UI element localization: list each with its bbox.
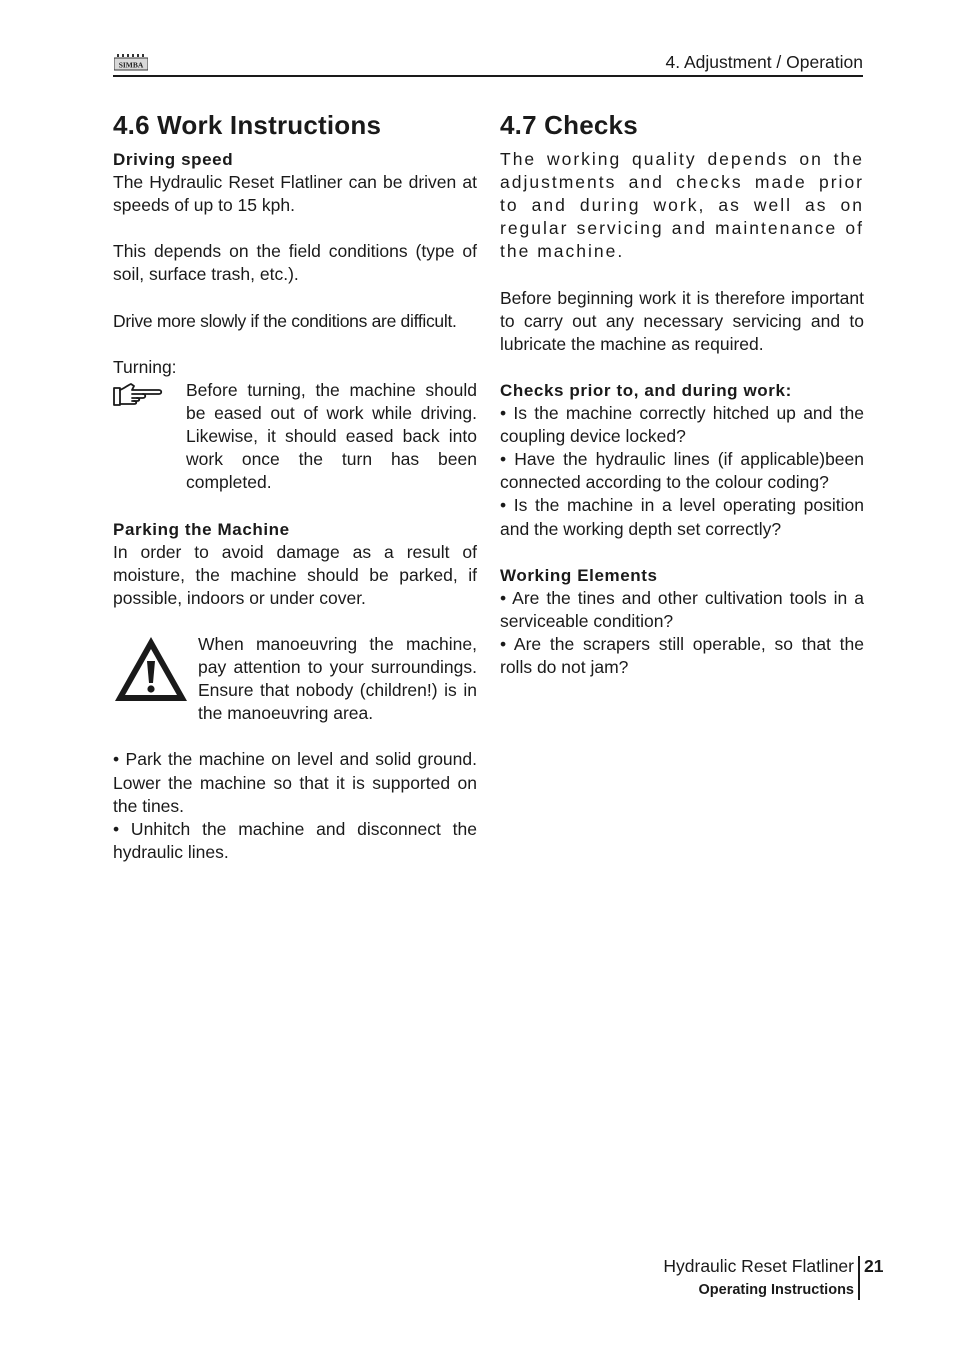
footer-title: Hydraulic Reset Flatliner <box>663 1256 854 1276</box>
warning-icon <box>113 633 198 709</box>
subheading-driving-speed: Driving speed <box>113 150 234 169</box>
paragraph: The Hydraulic Reset Flatliner can be driven at speeds of up to 15 kph. <box>113 172 477 216</box>
page-number: 21 <box>864 1256 884 1276</box>
bullet-item: • Unhitch the machine and disconnect the hydraulic lines. <box>113 818 477 862</box>
subheading-parking: Parking the Machine <box>113 519 290 539</box>
bullet-item: • Is the machine in a level operating position and the working depth set correctly? <box>500 495 864 539</box>
warning-note <box>113 633 477 725</box>
simba-logo <box>114 54 148 72</box>
subheading-checks: Checks prior to, and during work: <box>500 380 792 400</box>
header-divider <box>113 75 863 77</box>
right-column <box>500 108 864 679</box>
subheading-working-elements: Working Elements <box>500 565 658 585</box>
footer-subtitle: Operating Instructions <box>698 1282 854 1298</box>
header-section-title: 4. Adjustment / Operation <box>665 52 863 72</box>
warning-note-text: When manoeuvring the machine, pay attention to your surroundings. Ensure that nobody (children!) is in the manoeuvring area. <box>198 633 477 724</box>
turning-label: Turning: <box>113 356 177 377</box>
bullet-item: • Have the hydraulic lines (if applicable)been connected according to the colour coding? <box>500 449 864 493</box>
turning-note <box>113 379 477 494</box>
turning-note-text: Before turning, the machine should be eased out of work while driving. Likewise, it should eased back into work once the turn has been completed. <box>186 379 477 493</box>
paragraph: The working quality depends on the adjustments and checks made prior to and during work, as well as on regular servicing and maintenance of the machine. <box>500 149 864 262</box>
paragraph: Before beginning work it is therefore important to carry out any necessary servicing and to lubricate the machine as required. <box>500 287 864 354</box>
section-title-work-instructions: 4.6 Work Instructions <box>113 110 382 140</box>
bullet-item: • Park the machine on level and solid ground. Lower the machine so that it is supported on the tines. <box>113 749 477 816</box>
bullet-item: • Are the tines and other cultivation tools in a serviceable condition? <box>500 587 864 631</box>
pointing-hand-icon <box>113 379 186 415</box>
paragraph: In order to avoid damage as a result of moisture, the machine should be parked, if possible, indoors or under cover. <box>113 541 477 608</box>
bullet-item: • Are the scrapers still operable, so that the rolls do not jam? <box>500 633 864 678</box>
paragraph: This depends on the field conditions (type of soil, surface trash, etc.). <box>113 241 477 285</box>
footer-divider <box>858 1256 860 1300</box>
section-title-checks: 4.7 Checks <box>500 110 638 140</box>
paragraph: Drive more slowly if the conditions are difficult. <box>113 310 457 331</box>
svg-text:SIMBA: SIMBA <box>118 60 144 70</box>
bullet-item: • Is the machine correctly hitched up and the coupling device locked? <box>500 403 864 447</box>
left-column <box>113 108 477 864</box>
